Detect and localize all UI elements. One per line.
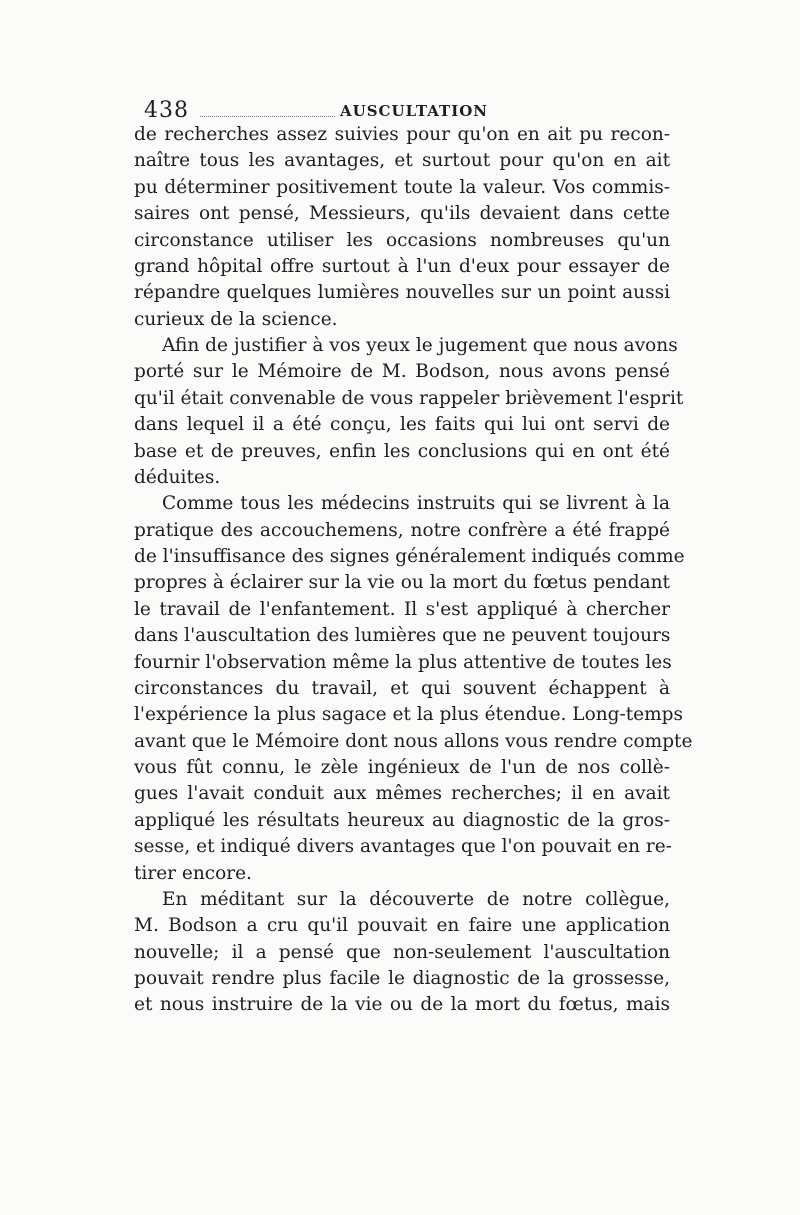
running-head bbox=[140, 98, 670, 122]
text-line: saires ont pensé, Messieurs, qu'ils devaient dans cette bbox=[134, 203, 670, 225]
text-line: base et de preuves, enfin les conclusions qui en ont été bbox=[134, 440, 670, 462]
text-line: propres à éclairer sur la vie ou la mort du fœtus pendant bbox=[134, 572, 670, 594]
text-line: tirer encore. bbox=[134, 862, 252, 884]
text-line: dans l'auscultation des lumières que ne peuvent toujours bbox=[134, 625, 671, 647]
body-text bbox=[134, 122, 693, 1019]
text-line: grand hôpital offre surtout à l'un d'eux pour essayer de bbox=[134, 255, 670, 277]
text-line: qu'il était convenable de vous rappeler brièvement l'esprit bbox=[134, 387, 684, 409]
text-line: pratique des accouchemens, notre confrère a été frappé bbox=[134, 519, 670, 541]
paragraph-start-line: Comme tous les médecins instruits qui se livrent à la bbox=[162, 493, 670, 515]
text-line: de l'insuffisance des signes généralement indiqués comme bbox=[134, 546, 685, 567]
page-number: 438 bbox=[144, 98, 189, 123]
text-line: dans lequel il a été conçu, les faits qui lui ont servi de bbox=[134, 414, 670, 436]
text-line: naître tous les avantages, et surtout pour qu'on en ait bbox=[134, 150, 670, 172]
text-line: de recherches assez suivies pour qu'on en ait pu recon- bbox=[134, 124, 670, 145]
text-line: appliqué les résultats heureux au diagnostic de la gros- bbox=[134, 809, 670, 831]
text-line: répandre quelques lumières nouvelles sur un point aussi bbox=[134, 282, 670, 304]
text-line: curieux de la science. bbox=[134, 308, 338, 330]
text-line: l'expérience la plus sagace et la plus étendue. Long-temps bbox=[134, 704, 683, 726]
text-line: avant que le Mémoire dont nous allons vous rendre compte bbox=[134, 730, 693, 752]
text-line: et nous instruire de la vie ou de la mort du fœtus, mais bbox=[134, 994, 670, 1016]
text-line: circonstances du travail, et qui souvent échappent à bbox=[134, 677, 670, 699]
text-line: sesse, et indiqué divers avantages que l'on pouvait en re- bbox=[134, 836, 672, 858]
paragraph-start-line: En méditant sur la découverte de notre collègue, bbox=[162, 888, 670, 910]
text-line: fournir l'observation même la plus attentive de toutes les bbox=[134, 651, 672, 673]
text-line: circonstance utiliser les occasions nombreuses qu'un bbox=[134, 229, 670, 251]
text-line: déduites. bbox=[134, 466, 221, 488]
text-line: M. Bodson a cru qu'il pouvait en faire une application bbox=[134, 915, 670, 937]
text-line: le travail de l'enfantement. Il s'est appliqué à chercher bbox=[134, 598, 670, 620]
text-line: nouvelle; il a pensé que non-seulement l'auscultation bbox=[134, 941, 670, 963]
text-line: vous fût connu, le zèle ingénieux de l'un de nos collè- bbox=[134, 757, 670, 778]
text-line: pu déterminer positivement toute la valeur. Vos commis- bbox=[134, 176, 670, 198]
text-line: gues l'avait conduit aux mêmes recherches; il en avait bbox=[134, 783, 670, 805]
text-line: pouvait rendre plus facile le diagnostic de la grossesse, bbox=[134, 968, 670, 989]
text-line: porté sur le Mémoire de M. Bodson, nous avons pensé bbox=[134, 361, 670, 383]
paragraph-start-line: Afin de justifier à vos yeux le jugement que nous avons bbox=[162, 335, 678, 356]
running-title: AUSCULTATION bbox=[340, 102, 489, 120]
header-dotted-rule bbox=[200, 116, 335, 117]
